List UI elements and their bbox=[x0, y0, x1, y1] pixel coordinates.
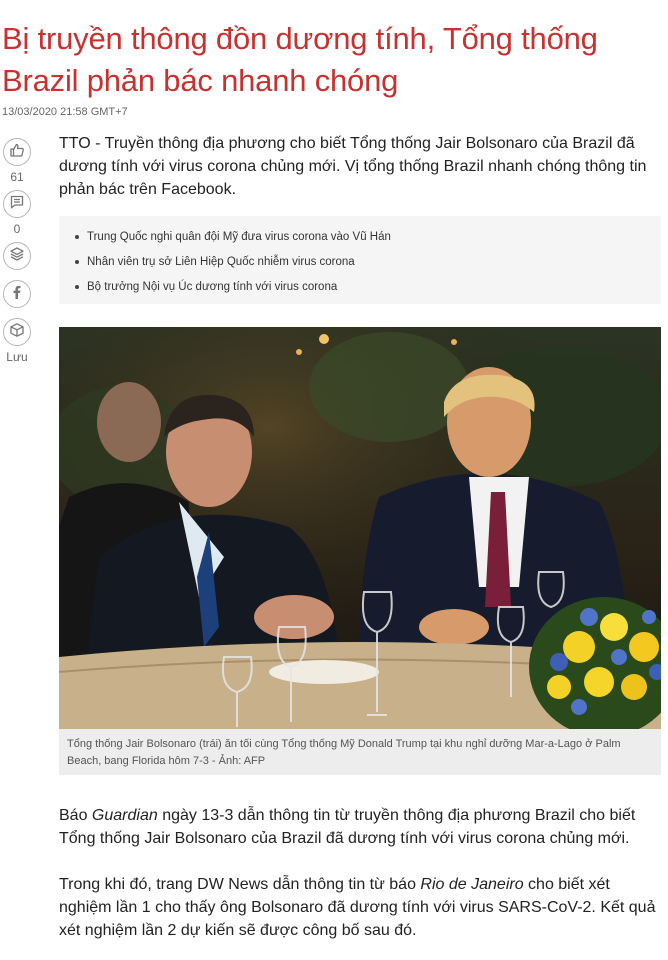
like-count: 61 bbox=[10, 170, 24, 184]
related-article-link[interactable]: Trung Quốc nghi quân đội Mỹ đưa virus corona vào Vũ Hán bbox=[73, 225, 661, 250]
comment-button[interactable] bbox=[3, 190, 31, 218]
comment-count: 0 bbox=[13, 222, 21, 236]
source-name: Rio de Janeiro bbox=[420, 876, 524, 893]
thumbs-up-icon bbox=[9, 142, 25, 163]
article-paragraph-2: Trong khi đó, trang DW News dẫn thông tin từ báo Rio de Janeiro cho biết xét nghiệm lần 1 cho thấy ông Bolsonaro đã dương tính với virus SARS-CoV-2. Kết quả xét nghiệm lần 2 dự kiến sẽ được công bố sau đó. bbox=[59, 876, 656, 939]
facebook-icon bbox=[9, 284, 25, 305]
related-article-link[interactable]: Bộ trưởng Nội vụ Úc dương tính với virus corona bbox=[73, 275, 661, 300]
social-sidebar bbox=[0, 138, 34, 370]
save-label[interactable]: Lưu bbox=[6, 350, 28, 364]
article-headline: Bị truyền thông đồn dương tính, Tổng thống Brazil phản bác nhanh chóng bbox=[2, 21, 598, 98]
box-icon bbox=[9, 322, 25, 343]
related-articles-list bbox=[73, 225, 661, 300]
related-articles-box bbox=[59, 216, 661, 304]
related-article-link[interactable]: Nhân viên trụ sở Liên Hiệp Quốc nhiễm virus corona bbox=[73, 250, 661, 275]
layers-icon bbox=[9, 246, 25, 267]
article-paragraph-1: Báo Guardian ngày 13-3 dẫn thông tin từ truyền thông địa phương Brazil cho biết Tổng thống Jair Bolsonaro của Brazil đã dương tính với virus corona chủng mới. bbox=[59, 807, 636, 847]
share-button[interactable] bbox=[3, 242, 31, 270]
comment-icon bbox=[9, 194, 25, 215]
article-datetime: 13/03/2020 21:58 GMT+7 bbox=[2, 106, 128, 118]
like-button[interactable] bbox=[3, 138, 31, 166]
article-photo bbox=[59, 327, 661, 729]
save-button[interactable] bbox=[3, 318, 31, 346]
facebook-share-button[interactable] bbox=[3, 280, 31, 308]
article-lead: TTO - Truyền thông địa phương cho biết Tổng thống Jair Bolsonaro của Brazil đã dương tính với virus corona chủng mới. Vị tổng thống Brazil nhanh chóng thông tin phản bác trên Facebook. bbox=[59, 135, 647, 198]
photo-caption: Tổng thống Jair Bolsonaro (trái) ăn tối cùng Tổng thống Mỹ Donald Trump tại khu nghỉ dưỡng Mar-a-Lago ở Palm Beach, bang Florida hôm 7-3 - Ảnh: AFP bbox=[59, 729, 661, 775]
source-name: Guardian bbox=[91, 807, 158, 824]
